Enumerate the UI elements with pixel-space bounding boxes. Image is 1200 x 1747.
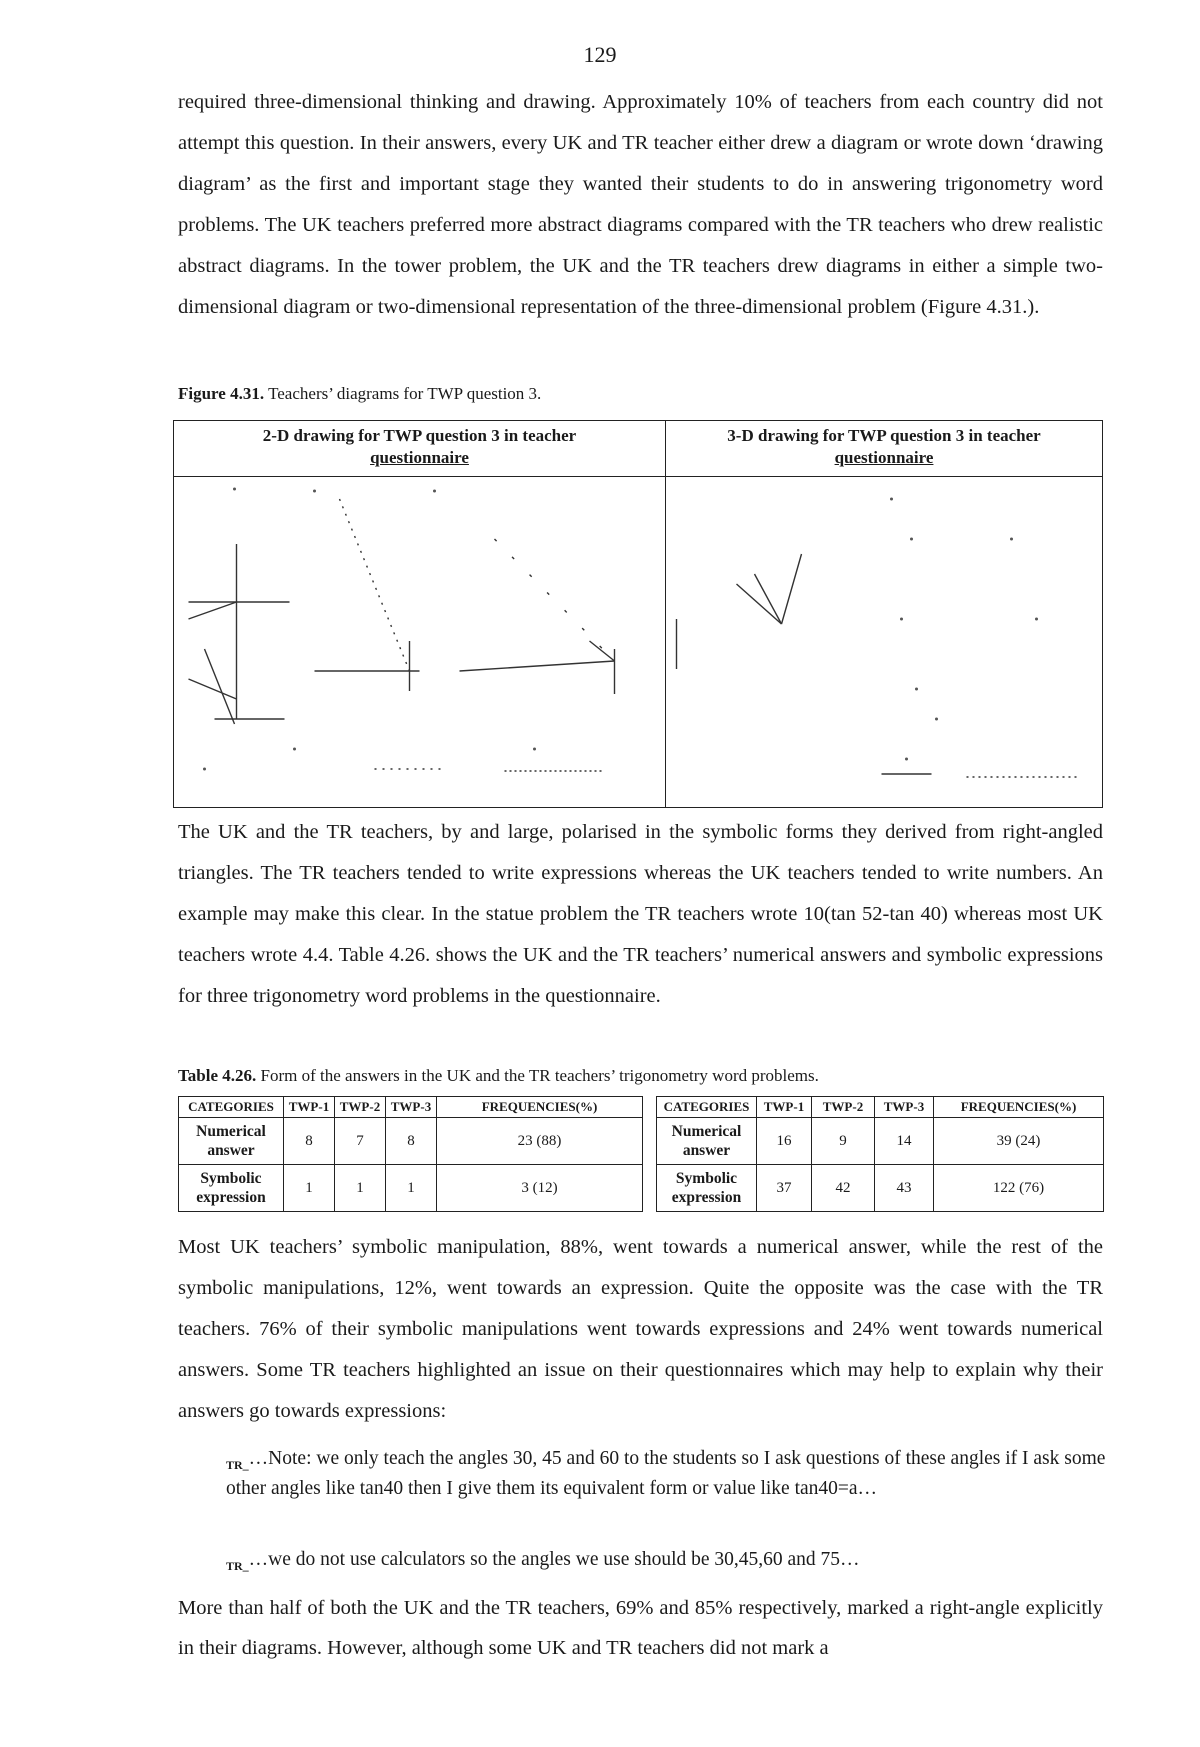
header-twp3: TWP-3 [875,1097,934,1118]
twp3-cell: 14 [875,1118,934,1165]
figure-label: Figure 4.31. [178,384,265,403]
body-paragraph-1: required three-dimensional thinking and drawing. Approximately 10% of teachers from each country did not attempt this question. In their answers, every UK and TR teacher either drew a diagram or wrote down ‘drawing diagram’ as the first and important stage they wanted their students to do in answering trigonometry word problems. The UK teachers preferred more abstract diagrams compared with the TR teachers who drew realistic abstract diagrams. In the tower problem, the UK and the TR teachers drew diagrams in either a simple two-dimensional diagram or two-dimensional representation of the three-dimensional problem (Figure 4.31.). [178,91,1103,318]
category-line2: answer [682,1142,731,1159]
category-cell [179,1165,284,1212]
frequency-cell: 23 (88) [437,1118,643,1165]
body-paragraph-2: The UK and the TR teachers, by and large, polarised in the symbolic forms they derived from right-angled triangles. The TR teachers tended to write expressions whereas the UK teachers tended to write numbers. An example may make this clear. In the statue problem the TR teachers wrote 10(tan 52-tan 40) whereas most UK teachers wrote 4.4. Table 4.26. shows the UK and the TR teachers’ numerical answers and symbolic expressions for three trigonometry word problems in the questionnaire. [178,821,1103,1007]
body-paragraph-4: More than half of both the UK and the TR teachers, 69% and 85% respectively, marked a right-angle explicitly in their diagrams. However, although some UK and TR teachers did not mark a [178,1597,1103,1659]
table-row [179,1165,643,1212]
table-row [657,1118,1104,1165]
sketch-mark [890,498,893,501]
figure-panel-3d-title-line1: 3-D drawing for TWP question 3 in teacher [727,426,1041,445]
frequency-cell: 122 (76) [934,1165,1104,1212]
table-header-row [179,1097,643,1118]
figure-panel-3d-title-line2: questionnaire [834,448,934,467]
sketch-mark [313,490,316,493]
sketch-mark [533,748,536,751]
table-caption [178,1066,819,1086]
twp2-cell: 1 [335,1165,386,1212]
header-twp1: TWP-1 [284,1097,335,1118]
sketch-3d-drawings [666,479,1102,807]
sketch-line [782,554,802,624]
sketch-line [205,649,235,724]
table-label: Table 4.26. [178,1066,257,1085]
sketch-mark [433,490,436,493]
figure-panel-3d-title [666,421,1102,477]
sketch-line [755,574,782,624]
sketch-mark [900,618,903,621]
sketch-mark [203,768,206,771]
header-frequencies: FREQUENCIES(%) [934,1097,1104,1118]
sketch-mark [915,688,918,691]
sketch-mark [293,748,296,751]
figure-4-31 [173,420,1103,810]
figure-caption [178,384,541,404]
figure-panel-2d-title [174,421,665,477]
sketch-mark [935,718,938,721]
twp2-cell: 7 [335,1118,386,1165]
category-cell [179,1118,284,1165]
twp1-cell: 8 [284,1118,335,1165]
figure-panel-3d [666,420,1103,808]
category-line2: expression [671,1189,742,1206]
figure-panel-2d-title-line1: 2-D drawing for TWP question 3 in teacher [262,426,577,445]
header-categories: CATEGORIES [657,1097,757,1118]
header-twp3: TWP-3 [386,1097,437,1118]
sketch-line [495,539,615,661]
sketch-line [737,584,782,624]
category-cell [657,1165,757,1212]
sketch-mark [233,488,236,491]
table-row [657,1165,1104,1212]
page-number: 129 [583,42,617,67]
category-cell [657,1118,757,1165]
category-line1: Numerical [196,1123,266,1140]
category-line2: expression [196,1189,266,1206]
figure-panel-2d [173,420,666,808]
sketch-line [460,661,615,671]
quote-text: …we do not use calculators so the angles we use should be 30,45,60 and 75… [248,1549,860,1570]
twp3-cell: 8 [386,1118,437,1165]
teacher-quote-2 [226,1548,1106,1578]
sketch-mark [905,758,908,761]
twp1-cell: 37 [757,1165,812,1212]
sketch-mark [910,538,913,541]
twp3-cell: 43 [875,1165,934,1212]
twp1-cell: 16 [757,1118,812,1165]
uk-answers-table [178,1096,643,1212]
quote-text: …Note: we only teach the angles 30, 45 and 60 to the students so I ask questions of these angles if I ask some other angles like tan40 then I give them its equivalent form or value like tan40=a… [226,1448,1106,1499]
sketch-line [189,679,237,699]
table-4-26 [178,1096,1104,1216]
header-twp2: TWP-2 [335,1097,386,1118]
figure-panel-2d-title-line2: questionnaire [370,448,469,467]
quote-tag: TR_ [226,1558,249,1573]
sketch-mark [1035,618,1038,621]
category-line2: answer [207,1142,255,1159]
twp1-cell: 1 [284,1165,335,1212]
category-line1: Numerical [671,1123,742,1140]
figure-caption-text: Teachers’ diagrams for TWP question 3. [268,384,542,403]
tr-answers-table [656,1096,1104,1212]
body-paragraph-3: Most UK teachers’ symbolic manipulation, 88%, went towards a numerical answer, while the rest of the symbolic manipulations, 12%, went towards an expression. Quite the opposite was the case with the TR teachers. 76% of their symbolic manipulations went towards expressions and 24% went towards numerical answers. Some TR teachers highlighted an issue on their questionnaires which may help to explain why their answers go towards expressions: [178,1236,1103,1422]
sketch-line [189,602,237,619]
sketch-2d-drawings [174,479,665,807]
header-twp2: TWP-2 [812,1097,875,1118]
frequency-cell: 3 (12) [437,1165,643,1212]
twp3-cell: 1 [386,1165,437,1212]
teacher-quote-1 [226,1447,1106,1501]
table-caption-text: Form of the answers in the UK and the TR teachers’ trigonometry word problems. [260,1066,819,1085]
frequency-cell: 39 (24) [934,1118,1104,1165]
twp2-cell: 42 [812,1165,875,1212]
header-frequencies: FREQUENCIES(%) [437,1097,643,1118]
twp2-cell: 9 [812,1118,875,1165]
header-categories: CATEGORIES [179,1097,284,1118]
sketch-mark [1010,538,1013,541]
category-line1: Symbolic [200,1170,262,1187]
sketch-line [590,641,615,661]
table-header-row [657,1097,1104,1118]
quote-tag: TR_ [226,1457,249,1472]
table-row [179,1118,643,1165]
category-line1: Symbolic [675,1170,738,1187]
sketch-line [340,499,410,671]
header-twp1: TWP-1 [757,1097,812,1118]
